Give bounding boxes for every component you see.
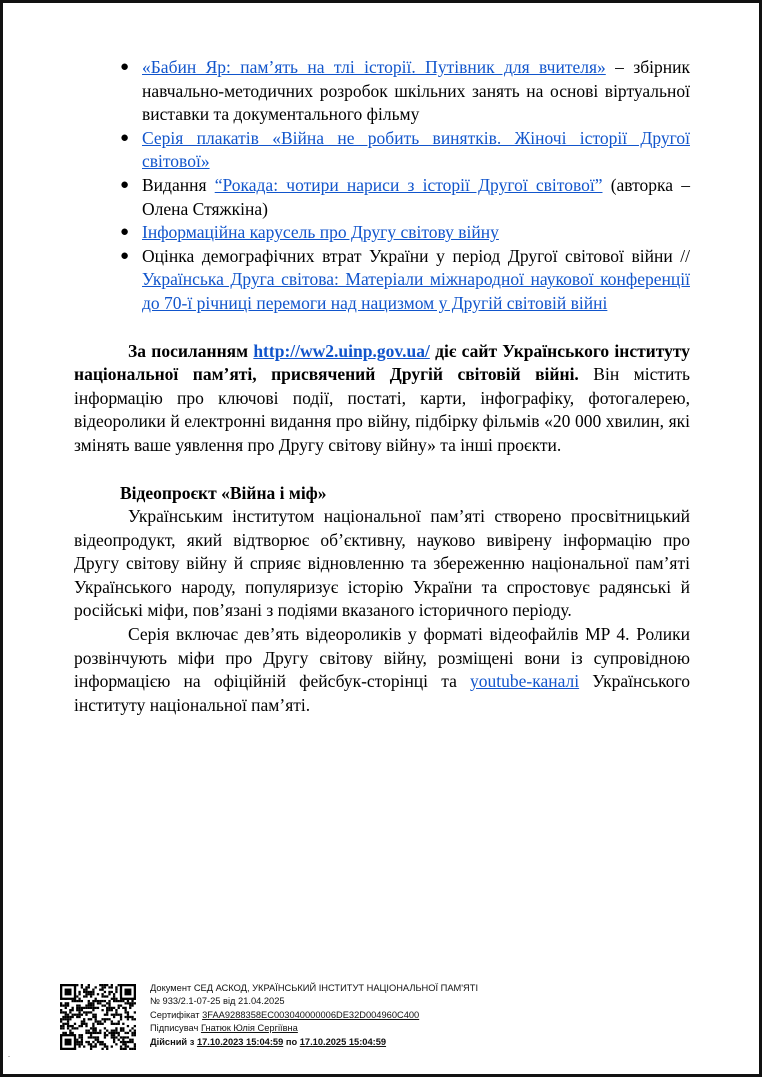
bullet-icon: ● <box>120 247 130 264</box>
paragraph-videoproject: Українським інститутом національної пам’яті створено просвітницький відеопродукт, який відтворює об’єктивну, науково вивірену інформацію про Другу світову війну й сприяє відновленню та збереженню національної пам’яті Українського народу, популяризує історію України та спростовує радянські й російські міфи, пов’язані з подіями вказаного історичного періоду. <box>74 506 690 621</box>
valid-to: 17.10.2025 15:04:59 <box>299 1036 387 1047</box>
paragraph-text: Українського інституту національної пам’яті. <box>74 671 690 715</box>
list-item-text: Оцінка демографічних втрат України у період Другої світової війни // <box>142 245 690 266</box>
signature-block <box>150 982 478 1049</box>
list-item-text: (авторка – Олена Стяжкіна) <box>142 174 690 219</box>
signature-footer <box>60 980 720 1052</box>
list-item <box>74 174 690 221</box>
link-info-carousel[interactable]: Інформаційна карусель про Другу світову війну <box>142 222 499 243</box>
paragraph-bold-text: діє сайт Українського інституту національної пам’яті, присвячений Другій світовій війні. <box>74 340 690 385</box>
document-body <box>74 56 690 717</box>
list-item <box>74 127 690 174</box>
qr-code-icon <box>60 984 136 1050</box>
validity-line: Дійсний з 17.10.2023 15:04:59 по 17.10.2025 15:04:59 <box>150 1036 387 1047</box>
link-babyn-yar[interactable]: «Бабин Яр: пам’ять на тлі історії. Путівник для вчителя» <box>142 57 606 77</box>
certificate-value: 3FAA9288358EC003040000006DE32D004960C400 <box>202 1009 420 1020</box>
signer-line: Підписувач Гнатюк Юлія Сергіївна <box>150 1023 298 1034</box>
list-item-text: – збірник навчально-методичних розробок шкільних занять на основі віртуальної виставки та документального фільму <box>142 57 690 125</box>
link-ww2-site[interactable]: http://ww2.uinp.gov.ua/ <box>253 340 430 361</box>
section-heading: Відеопроєкт «Війна і міф» <box>120 482 327 503</box>
bullet-icon: ● <box>120 129 130 146</box>
bullet-icon: ● <box>120 59 130 75</box>
certificate-line: Сертифікат 3FAA9288358EC003040000006DE32D004960C400 <box>150 1009 420 1020</box>
paragraph-website <box>74 340 690 458</box>
corner-mark: . <box>8 1050 10 1059</box>
paragraph-text: Він містить інформацію про ключові події, постаті, карти, інфографіку, фотогалерею, відеоролики й електронні видання про війну, підбірку фільмів «20 000 хвилин, які змінять ваше уявлення про Другу світову війну» та інші проєкти. <box>74 364 690 455</box>
list-item <box>74 56 690 127</box>
paragraph-text: Серія включає дев’ять відеороликів у форматі відеофайлів MP 4. Ролики розвінчують міфи про Другу світову війну, розміщені вони із супровідною інформацією на офіційній фейсбук-сторінці та <box>74 624 690 692</box>
link-conference-materials[interactable]: Українська Друга світова: Матеріали міжнародної наукової конференції до 70-ї річниці перемоги над нацизмом у Другій світовій війні <box>142 269 690 313</box>
link-posters-series[interactable]: Серія плакатів «Війна не робить винятків. Жіночі історії Другої світової» <box>142 127 690 172</box>
paragraph-series <box>74 623 690 717</box>
link-rokada[interactable]: “Рокада: чотири нариси з історії Другої світової” <box>214 174 603 195</box>
bullet-icon: ● <box>120 224 130 241</box>
list-item <box>74 221 690 245</box>
list-item <box>74 245 690 316</box>
link-youtube-channel[interactable]: youtube-каналі <box>470 671 580 692</box>
doc-number-line: № 933/2.1-07-25 від 21.04.2025 <box>150 996 285 1007</box>
valid-from: 17.10.2023 15:04:59 <box>196 1036 284 1047</box>
resource-list <box>74 56 690 316</box>
list-item-text: Видання <box>142 174 215 195</box>
bullet-icon: ● <box>120 176 130 193</box>
paragraph-bold-text: За посиланням <box>128 340 254 361</box>
signer-value: Гнатюк Юлія Сергіївна <box>200 1023 298 1034</box>
doc-system-line: Документ СЕД АСКОД, УКРАЇНСЬКИЙ ІНСТИТУТ НАЦІОНАЛЬНОЇ ПАМ'ЯТІ <box>150 983 479 993</box>
